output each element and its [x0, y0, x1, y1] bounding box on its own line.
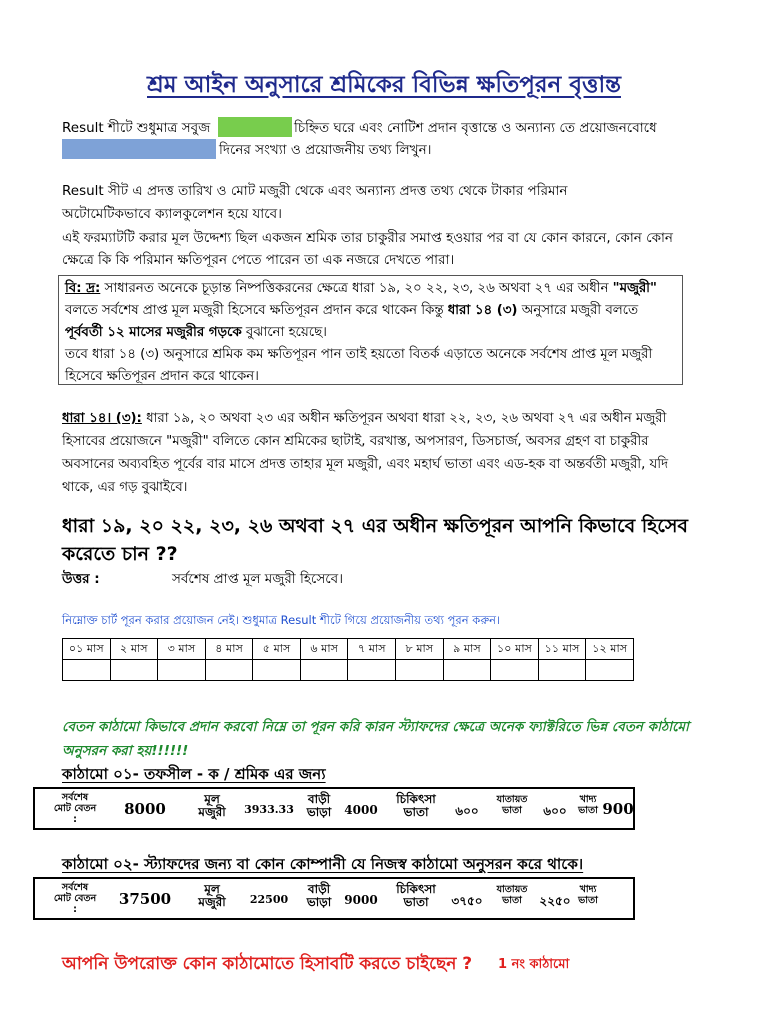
medical-allowance-label: [385, 883, 447, 909]
label-part: ভাতা: [403, 805, 429, 819]
question-line-1: ধারা ১৯, ২০ ২২, ২৩, ২৬ অথবা ২৭ এর অধীন ক্ষতিপূরন আপনি কিভাবে হিসেব: [62, 515, 688, 537]
note-line-5: হিসেবে ক্ষতিপূরন প্রদান করে থাকেন।: [65, 369, 259, 384]
month-header: ১০ মাস: [491, 639, 539, 660]
intro-para3-line2: ক্ষেত্রে কি কি পরিমান ক্ষতিপূরন পেতে পারেন তা এক নজরে দেখতে পারা।: [62, 252, 455, 268]
salary-structure-note-line-1: বেতন কাঠামো কিভাবে প্রদান করবো নিম্নে তা পূরন করি কারন স্ট্যাফদের ক্ষেত্রে অনেক ফ্যাক্টরিতে ভিন্ন বেতন কাঠামো: [62, 719, 689, 735]
month-value-cell[interactable]: [348, 660, 396, 681]
structure-choice-question: আপনি উপরোক্ত কোন কাঠামোতে হিসাবটি করতে চাইছেন ?: [62, 954, 473, 974]
section14-line-1: [62, 407, 666, 430]
transport-allowance-label: [487, 884, 537, 906]
month-header: ৪ মাস: [205, 639, 253, 660]
note-line-1-text: সাধারনত অনেকে চূড়ান্ত নিষ্পত্তিকরনের ক্ষেত্রে ধারা ১৯, ২০ ২২, ২৩, ২৬ অথবা ২৭ এর অধীন: [100, 281, 613, 296]
transport-allowance-label: [487, 794, 537, 816]
structure-2-box: [33, 877, 635, 920]
food-allowance-label: [573, 794, 603, 816]
note-line-3: [65, 322, 676, 344]
structure-1-box: [33, 787, 635, 830]
house-rent-value: 9000: [344, 893, 378, 907]
intro-line-2: দিনের সংখ্যা ও প্রয়োজনীয় তথ্য লিখুন।: [219, 142, 432, 158]
month-value-cell[interactable]: [443, 660, 491, 681]
label-part: মোট বেতন: [53, 803, 97, 814]
transport-allowance-value: ২২৫০: [539, 894, 571, 908]
month-header: ৮ মাস: [396, 639, 444, 660]
structure-2-title: কাঠামো ০২- স্ট্যাফদের জন্য বা কোন কোম্পানী যে নিজস্ব কাঠামো অনুসরন করে থাকে।: [62, 855, 584, 873]
total-salary-value[interactable]: 8000: [124, 800, 166, 818]
total-salary-label: [39, 792, 111, 825]
note-line-2-tail: অনুসারে মজুরী বলতে: [517, 303, 638, 318]
label-part: মূল: [204, 792, 220, 806]
basic-wage-label: [187, 793, 237, 819]
intro-line-1b: চিহ্নিত ঘরে এবং নোটিশ প্রদান বৃত্তান্তে ও অন্যান্য তে প্রয়োজনবোধে: [294, 120, 657, 136]
label-part: খাদ্য: [579, 794, 597, 805]
section14-line-2: হিসাবের প্রয়োজনে "মজুরী" বলিতে কোন শ্রমিকের ছাটাই, বরখাস্ত, অপসারণ, ডিসচার্জ, অবসর গ্রহণ বা চাকুরীর: [62, 434, 649, 449]
blue-highlight-cell[interactable]: [62, 139, 216, 159]
label-part: ভাড়া: [306, 805, 332, 819]
basic-wage-value: 3933.33: [244, 803, 294, 816]
table-header-row: [63, 639, 634, 660]
house-rent-label: [297, 793, 341, 819]
section14-label: ধারা ১৪। (৩):: [62, 411, 142, 426]
note-box: [58, 275, 683, 385]
transport-allowance-value: ৬০০: [543, 804, 567, 818]
question-line-2: করেতে চান ??: [62, 543, 178, 565]
month-value-cell[interactable]: [586, 660, 634, 681]
answer-label: উত্তর :: [62, 571, 100, 587]
label-part: :: [73, 904, 77, 915]
month-value-cell[interactable]: [538, 660, 586, 681]
month-header: ০১ মাস: [63, 639, 111, 660]
note-line-2-text: বলতে সর্বশেষ প্রাপ্ত মূল মজুরী হিসেবে ক্ষতিপূরন প্রদান করে থাকেন কিন্তু: [65, 303, 448, 318]
label-part: ভাতা: [578, 895, 598, 906]
label-part: যাতায়ত: [496, 794, 528, 805]
month-header: ২ মাস: [110, 639, 158, 660]
note-average-term: পূর্ববর্তী ১২ মাসের মজুরীর গড়কে: [65, 325, 242, 340]
month-value-cell[interactable]: [158, 660, 206, 681]
month-header: ৯ মাস: [443, 639, 491, 660]
month-header: ১২ মাস: [586, 639, 634, 660]
medical-allowance-value: ৬০০: [455, 804, 479, 818]
salary-structure-note-line-2: অনুসরন করা হয়!!!!!!: [62, 743, 189, 759]
note-section-ref: ধারা ১৪ (৩): [447, 303, 518, 318]
month-value-cell[interactable]: [491, 660, 539, 681]
label-part: চিকিৎসা: [396, 882, 436, 896]
label-part: খাদ্য: [579, 884, 597, 895]
month-value-cell[interactable]: [205, 660, 253, 681]
medical-allowance-value: ৩৭৫০: [451, 894, 483, 908]
label-part: ভাতা: [502, 895, 522, 906]
note-line-2: [65, 300, 676, 322]
month-header: ৭ মাস: [348, 639, 396, 660]
label-part: যাতায়ত: [496, 884, 528, 895]
page-title: শ্রম আইন অনুসারে শ্রমিকের বিভিন্ন ক্ষতিপূরন বৃত্তান্ত: [147, 72, 621, 98]
house-rent-label: [297, 883, 341, 909]
intro-para2-line1: Result সীট এ প্রদত্ত তারিখ ও মোট মজুরী থেকে এবং অন্যান্য প্রদত্ত তথ্য থেকে টাকার পরিমান: [62, 183, 568, 199]
note-line-4: তবে ধারা ১৪ (৩) অনুসারে শ্রমিক কম ক্ষতিপূরন পান তাই হয়তো বিতর্ক এড়াতে অনেকে সর্বশেষ প্রাপ্ত মূল মজুরী: [65, 347, 653, 362]
intro-para2-line2: অটোমেটিকভাবে ক্যালকুলেশন হয়ে যাবে।: [62, 206, 282, 222]
month-value-cell[interactable]: [253, 660, 301, 681]
food-allowance-label: [573, 884, 603, 906]
house-rent-value: 4000: [344, 803, 378, 817]
answer-value: সর্বশেষ প্রাপ্ত মূল মজুরী হিসেবে।: [172, 571, 344, 587]
label-part: সর্বশেষ: [61, 882, 89, 893]
note-wage-term: "মজুরী": [612, 281, 657, 296]
structure-choice-answer[interactable]: 1 নং কাঠামো: [498, 957, 570, 972]
note-line-3-tail: বুঝানো হয়েছে।: [241, 325, 327, 340]
month-header: ৩ মাস: [158, 639, 206, 660]
section14-line-4: থাকে, এর গড় বুঝাইবে।: [62, 480, 188, 495]
note-label: বি: দ্র:: [65, 281, 101, 296]
total-salary-label: [39, 882, 111, 915]
green-highlight-cell[interactable]: [218, 117, 292, 137]
medical-allowance-label: [385, 793, 447, 819]
month-value-cell[interactable]: [396, 660, 444, 681]
section14-line-1-text: ধারা ১৯, ২০ অথবা ২৩ এর অধীন ক্ষতিপূরন অথবা ধারা ২২, ২৩, ২৬ অথবা ২৭ এর অধীন মজুরী: [141, 411, 667, 426]
label-part: বাড়ী: [307, 792, 331, 806]
label-part: মোট বেতন: [53, 893, 97, 904]
month-value-cell[interactable]: [110, 660, 158, 681]
intro-para3-line1: এই ফরম্যাটটি করার মূল উদ্দেশ্য ছিল একজন শ্রমিক তার চাকুরীর সমাপ্ত হওয়ার পর বা যে কোন কারনে, কোন কোন: [62, 230, 673, 246]
month-header: ৫ মাস: [253, 639, 301, 660]
note-line-1: [65, 278, 676, 300]
month-value-cell[interactable]: [63, 660, 111, 681]
basic-wage-value: 22500: [249, 893, 289, 906]
monthly-wage-table: [62, 638, 634, 681]
label-part: মূল: [204, 882, 220, 896]
chart-instruction-note: নিম্নোক্ত চার্ট পূরন করার প্রয়োজন নেই। শুধুমাত্র Result শীটে গিয়ে প্রয়োজনীয় তথ্য পূরন করুন।: [62, 613, 501, 627]
label-part: বাড়ী: [307, 882, 331, 896]
label-part: সর্বশেষ: [61, 792, 89, 803]
table-row: [63, 660, 634, 681]
label-part: মজুরী: [198, 895, 226, 909]
label-part: ভাতা: [578, 805, 598, 816]
label-part: মজুরী: [198, 805, 226, 819]
basic-wage-label: [187, 883, 237, 909]
month-value-cell[interactable]: [300, 660, 348, 681]
label-part: ভাড়া: [306, 895, 332, 909]
label-part: :: [73, 814, 77, 825]
total-salary-value[interactable]: 37500: [118, 890, 172, 908]
month-header: ১১ মাস: [538, 639, 586, 660]
label-part: ভাতা: [502, 805, 522, 816]
intro-line-1a: Result শীটে শুধুমাত্র সবুজ: [62, 120, 211, 136]
month-header: ৬ মাস: [300, 639, 348, 660]
food-allowance-value[interactable]: 900: [602, 800, 634, 818]
section14-line-3: অবসানের অব্যবহিত পূর্বের বার মাসে প্রদত্ত তাহার মূল মজুরী, এবং মহার্ঘ ভাতা এবং এড-হক বা অন্তর্বতী মজুরী, যদি: [62, 457, 668, 472]
label-part: ভাতা: [403, 895, 429, 909]
label-part: চিকিৎসা: [396, 792, 436, 806]
structure-1-title: কাঠামো ০১- তফসীল - ক / শ্রমিক এর জন্য: [62, 765, 326, 783]
